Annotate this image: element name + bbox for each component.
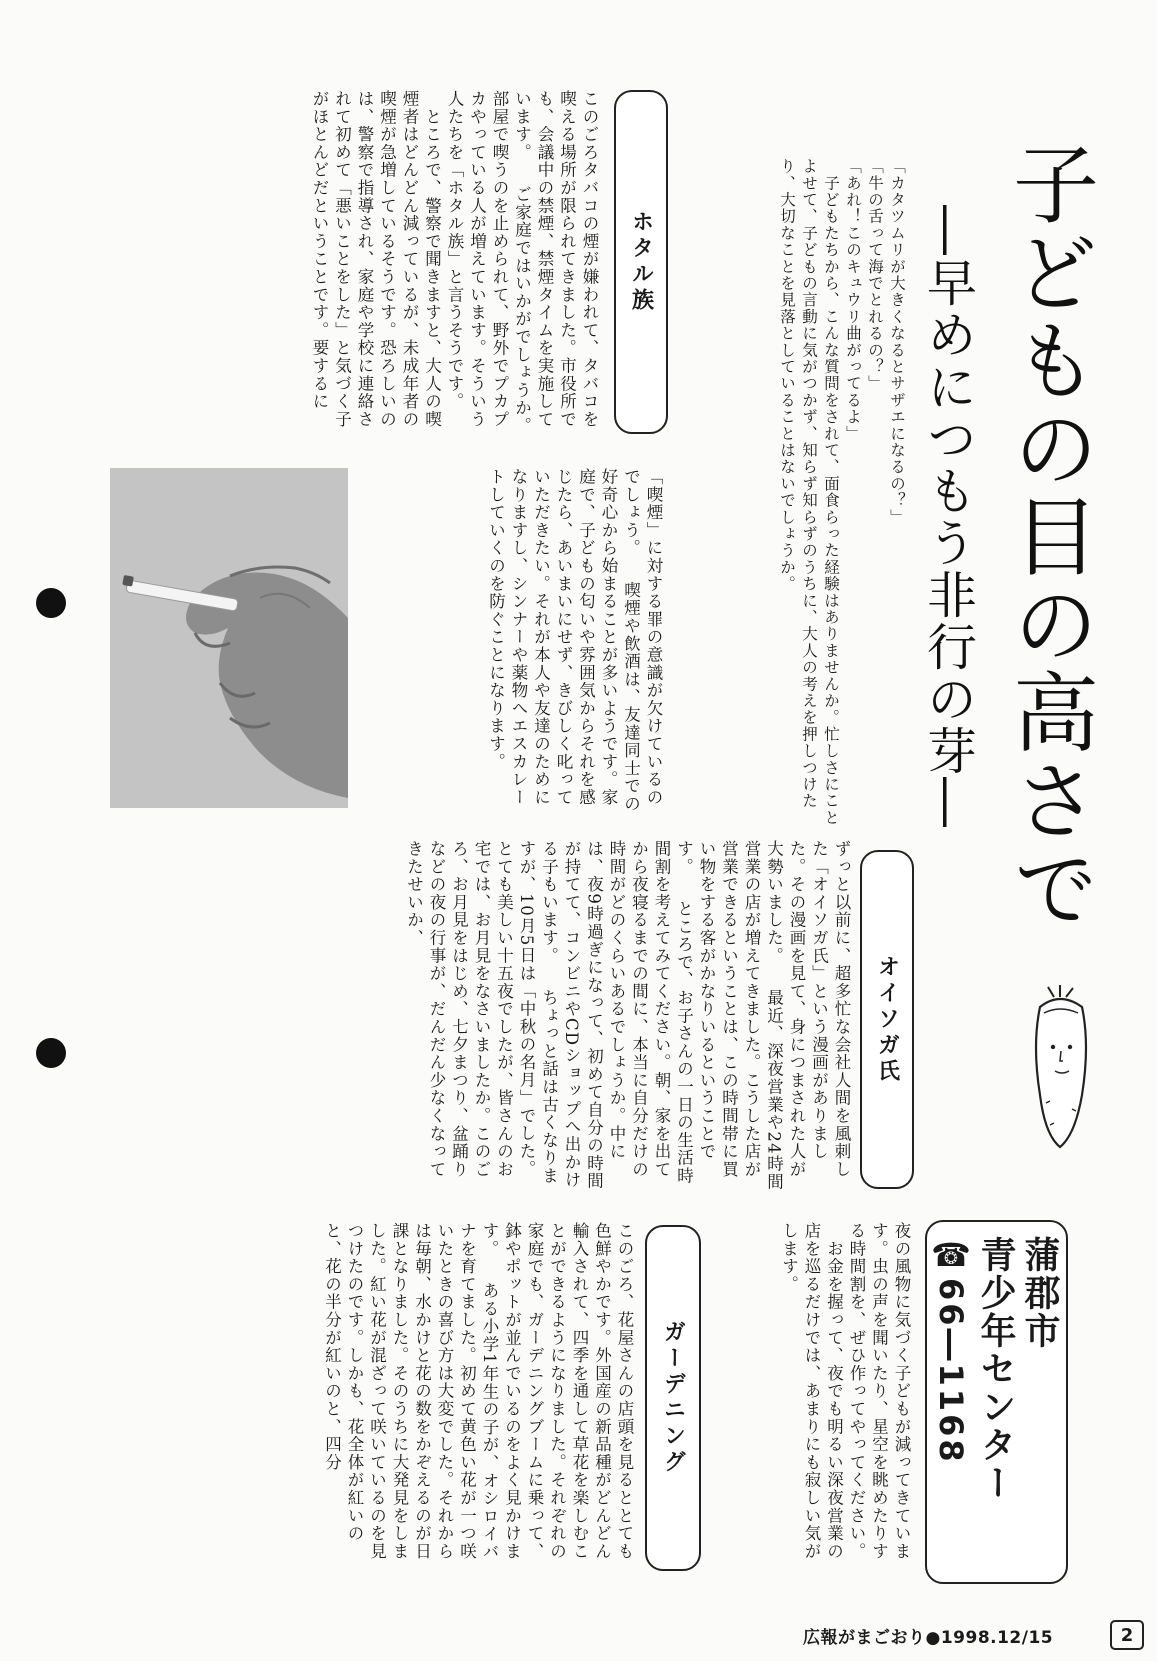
page-subtitle: ―早めにつもう非行の芽― [919,205,977,829]
section-heading-gardening: ガーデニング [645,1225,701,1571]
intro-line-3: 「あれ！このキュウリ曲がってるよ」 [844,158,862,442]
gardening-body: このごろ、花屋さんの店頭を見るととても色鮮やかです。外国産の新品種がどんどん輸入されて、四季を通して草花を楽しむことができるようになりました。それぞれの家庭でも、ガーデニングブームに乗って、鉢やポットが並んでいるのをよく見かけます。 ある小学1年生の子が、オシロイバナを育てました。初めて黄色い花が一つ咲いたときの喜び方は大変でした。それからは毎朝、水かけと花の数をかぞえるのが日課となりました。そのうちに大発見をしました。紅い花が混ざって咲いているのを見つけたのです。しかも、花全体が紅いのと、花の半分が紅いのと、四分 [322,1222,634,1561]
hotaru-body-top: このごろタバコの煙が嫌われて、タバコを喫える場所が限られてきました。市役所でも、会議中の禁煙、禁煙タイムを実施しています。 ご家庭ではいかがでしょうか。部屋で喫うのを止められて、野外でプカプカやっている人が増えています。そういう人たちを「ホタル族」と言うそうです。 ところで、警察で聞きますと、大人の喫煙者はどんどん減っているが、未成年者の喫煙が急増しているそうです。恐ろしいのは、警察で指導され、家庭や学校に連絡されて初めて「悪いことをした」と気づく子がほとんどだということです。要するに [310,90,599,435]
center-phone-number: 66―1168 [932,1278,970,1465]
daikon-face-icon [1020,985,1100,1150]
section-heading-hotaru: ホタル族 [614,90,668,434]
footer-publication: 広報がまごおり●1998.12/15 [803,1628,1054,1648]
gardening-intro-body: 夜の風物に気づく子どもが減ってきています。虫の声を聞いたり、星空を眺めたりする時間割を、ぜひ作ってやってください。 お金を握って、夜でも明るい深夜営業の店を巡るだけでは、あまりにも寂しい気がします。 [779,1222,911,1561]
intro-text [686,158,908,828]
hotaru-body-bottom: 「喫煙」に対する罪の意識が欠けているのでしょう。 喫煙や飲酒は、友達同士での好奇心から始まることが多いようです。家庭で、子どもの匂いや雰囲気からそれを感じたら、あいまいにせず、きびしく叱っていただきたい。それが本人や友達のためになりますし、シンナーや薬物へエスカレートしていくのを防ぐことになります。 [486,468,663,813]
cigarette-hand-photo [110,468,348,808]
youth-center-box [925,1220,1068,1584]
hand-illustration-icon [110,468,348,808]
intro-line-4: 子どもたちから、こんな質問をされて、面食らった経験はありませんか。忙しさにことよせて、子どもの言動に気がつかず、知らず知らずのうちに、大人の考えを押しつけたり、大切なことを見落としていることはないでしょうか。 [778,158,840,826]
oisoga-body: ずっと以前に、超多忙な会社人間を風刺した「オイソガ氏」という漫画がありました。その漫画を見て、身につまされた人が大勢いました。 最近、深夜営業や24時間営業の店が増えてきました。こうした店が営業できるということは、この時間帯に買い物をする客がかなりいるということです。 ところで、お子さんの一日の生活時間割を考えてみてください。朝、家を出てから夜寝るまでの間に、本当に自分だけの時間がどのくらいあるでしょうか。中には、夜9時過ぎになって、初めて自分の時間が持てて、コンビニやCDショップへ出かける子もいます。 ちょっと話は古くなりますが、10月5日は「中秋の名月」でした。とても美しい十五夜でしたが、皆さんのお宅では、お月見をなさいましたか。このごろ、お月見をはじめ、七夕まつり、盆踊りなどの夜の行事が、だんだん少なくなってきたせいか、 [404,840,851,1191]
page-number: 2 [1110,1620,1144,1650]
punch-hole-top [36,588,66,618]
intro-line-1: 「カタツムリが大きくなるとサザエになるの？」 [888,158,906,526]
page-title: 子どもの目の高さで [998,140,1098,932]
intro-line-2: 「牛の舌って海でとれるの？」 [866,158,884,392]
center-phone-icon: ☎ [932,1236,970,1277]
punch-hole-bottom [36,1038,66,1068]
section-heading-oisoga: オイソガ氏 [860,850,914,1189]
center-name: 青少年センター [975,1236,1016,1502]
center-city: 蒲郡市 [1019,1236,1060,1350]
